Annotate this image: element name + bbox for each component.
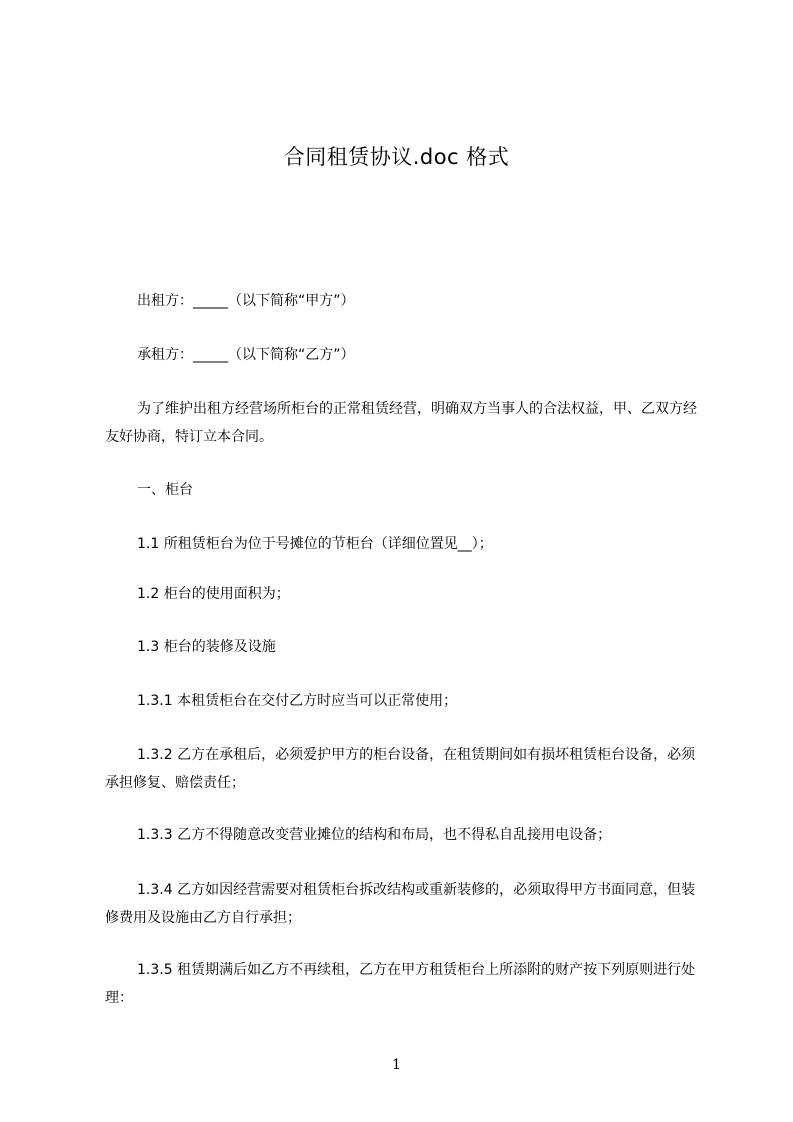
clause-1-1: 1.1 所租赁柜台为位于号摊位的节柜台（详细位置见__）； [137, 536, 493, 552]
clause-1-3-5: 1.3.5 租赁期满后如乙方不再续租，乙方在甲方租赁柜台上所添附的财产按下列原则进行处理： [105, 962, 696, 1006]
clause-1-3-3: 1.3.3 乙方不得随意改变营业摊位的结构和布局，也不得私自乱接用电设备； [137, 827, 612, 843]
clause-1-2: 1.2 柜台的使用面积为； [137, 586, 290, 602]
clause-1-3-1: 1.3.1 本租赁柜台在交付乙方时应当可以正常使用； [137, 693, 458, 709]
lessee-line: 承租方：_____（以下简称“乙方”） [137, 347, 355, 363]
lessor-line: 出租方：_____（以下简称“甲方”） [137, 293, 355, 309]
preamble-paragraph: 为了维护出租方经营场所柜台的正常租赁经营，明确双方当事人的合法权益，甲、乙双方经友好协商，特订立本合同。 [105, 401, 697, 445]
clause-1-3-4: 1.3.4 乙方如因经营需要对租赁柜台拆改结构或重新装修的，必须取得甲方书面同意，但装修费用及设施由乙方自行承担； [105, 882, 696, 926]
clause-1-3: 1.3 柜台的装修及设施 [137, 639, 276, 655]
document-title: 合同租赁协议.doc 格式 [283, 145, 510, 169]
page-number: 1 [392, 1057, 401, 1073]
section-heading-counter: 一、柜台 [137, 482, 193, 498]
clause-1-3-2: 1.3.2 乙方在承租后，必须爱护甲方的柜台设备，在租赁期间如有损坏租赁柜台设备，必须承担修复、赔偿责任； [105, 747, 696, 791]
